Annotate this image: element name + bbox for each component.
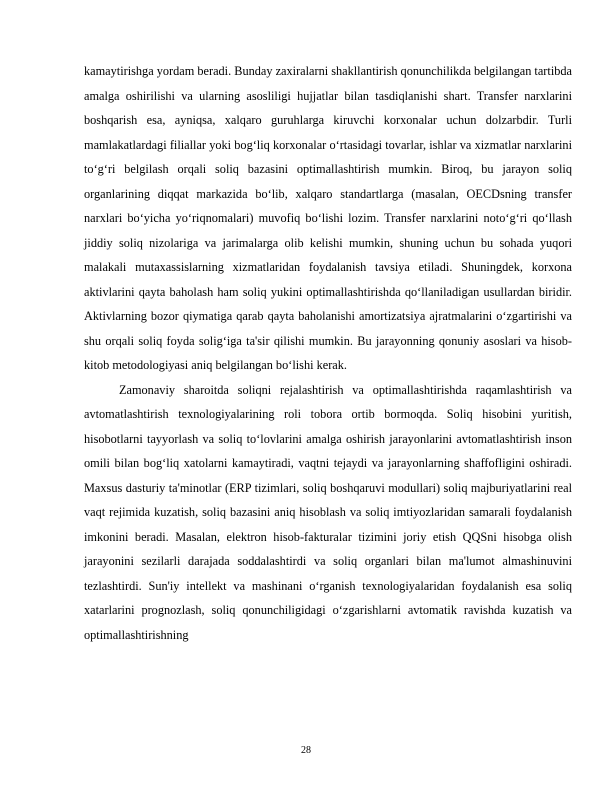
page-body: [84, 59, 572, 647]
body-paragraph: Zamonaviy sharoitda soliqni rejalashtirish va optimallashtirishda raqamlashtirish va avtomatlashtirish texnologiyalarining roli tobora ortib bormoqda. Soliq hisobini yuritish, hisobotlarni tayyorlash va soliq to‘lovlarini amalga oshirish jarayonlarini avtomatlashtirish inson omili bilan bog‘liq xatolarni kamaytiradi, vaqtni tejaydi va jarayonlarning shaffofligini oshiradi. Maxsus dasturiy ta'minotlar (ERP tizimlari, soliq boshqaruvi modullari) soliq majburiyatlarini real vaqt rejimida kuzatish, soliq bazasini aniq hisoblash va soliq imtiyozlaridan samarali foydalanish imkonini beradi. Masalan, elektron hisob-fakturalar tizimini joriy etish QQSni hisobga olish jarayonini sezilarli darajada soddalashtirdi va soliq organlari bilan ma'lumot almashinuvini tezlashtirdi. Sun'iy intellekt va mashinani o‘rganish texnologiyalaridan foydalanish esa soliq xatarlarini prognozlash, soliq qonunchiligidagi o‘zgarishlarni avtomatik ravishda kuzatish va optimallashtirishning: [84, 382, 572, 642]
page-number: 28: [301, 745, 311, 756]
body-paragraph: kamaytirishga yordam beradi. Bunday zaxiralarni shakllantirish qonunchilikda belgilangan tartibda amalga oshirilishi va ularning asosliligi hujjatlar bilan tasdiqlanishi shart. Transfer narxlarini boshqarish esa, ayniqsa, xalqaro guruhlarga kiruvchi korxonalar uchun dolzarbdir. Turli mamlakatlardagi filiallar yoki bog‘liq korxonalar o‘rtasidagi tovarlar, ishlar va xizmatlar narxlarini to‘g‘ri belgilash orqali soliq bazasini optimallashtirish mumkin. Biroq, bu jarayon soliq organlarining diqqat markazida bo‘lib, xalqaro standartlarga (masalan, OECDsning transfer narxlari bo‘yicha yo‘riqnomalari) muvofiq bo‘lishi lozim. Transfer narxlarini noto‘g‘ri qo‘llash jiddiy soliq nizolariga va jarimalarga olib kelishi mumkin, shuning uchun bu sohada yuqori malakali mutaxassislarning xizmatlaridan foydalanish tavsiya etiladi. Shuningdek, korxona aktivlarini qayta baholash ham soliq yukini optimallashtirishda qo‘llaniladigan usullardan biridir. Aktivlarning bozor qiymatiga qarab qayta baholanishi amortizatsiya ajratmalarini o‘zgartirishi va shu orqali soliq foyda solig‘iga ta'sir qilishi mumkin. Bu jarayonning qonuniy asoslari va hisob-kitob metodologiyasi aniq belgilangan bo‘lishi kerak.: [84, 64, 572, 372]
